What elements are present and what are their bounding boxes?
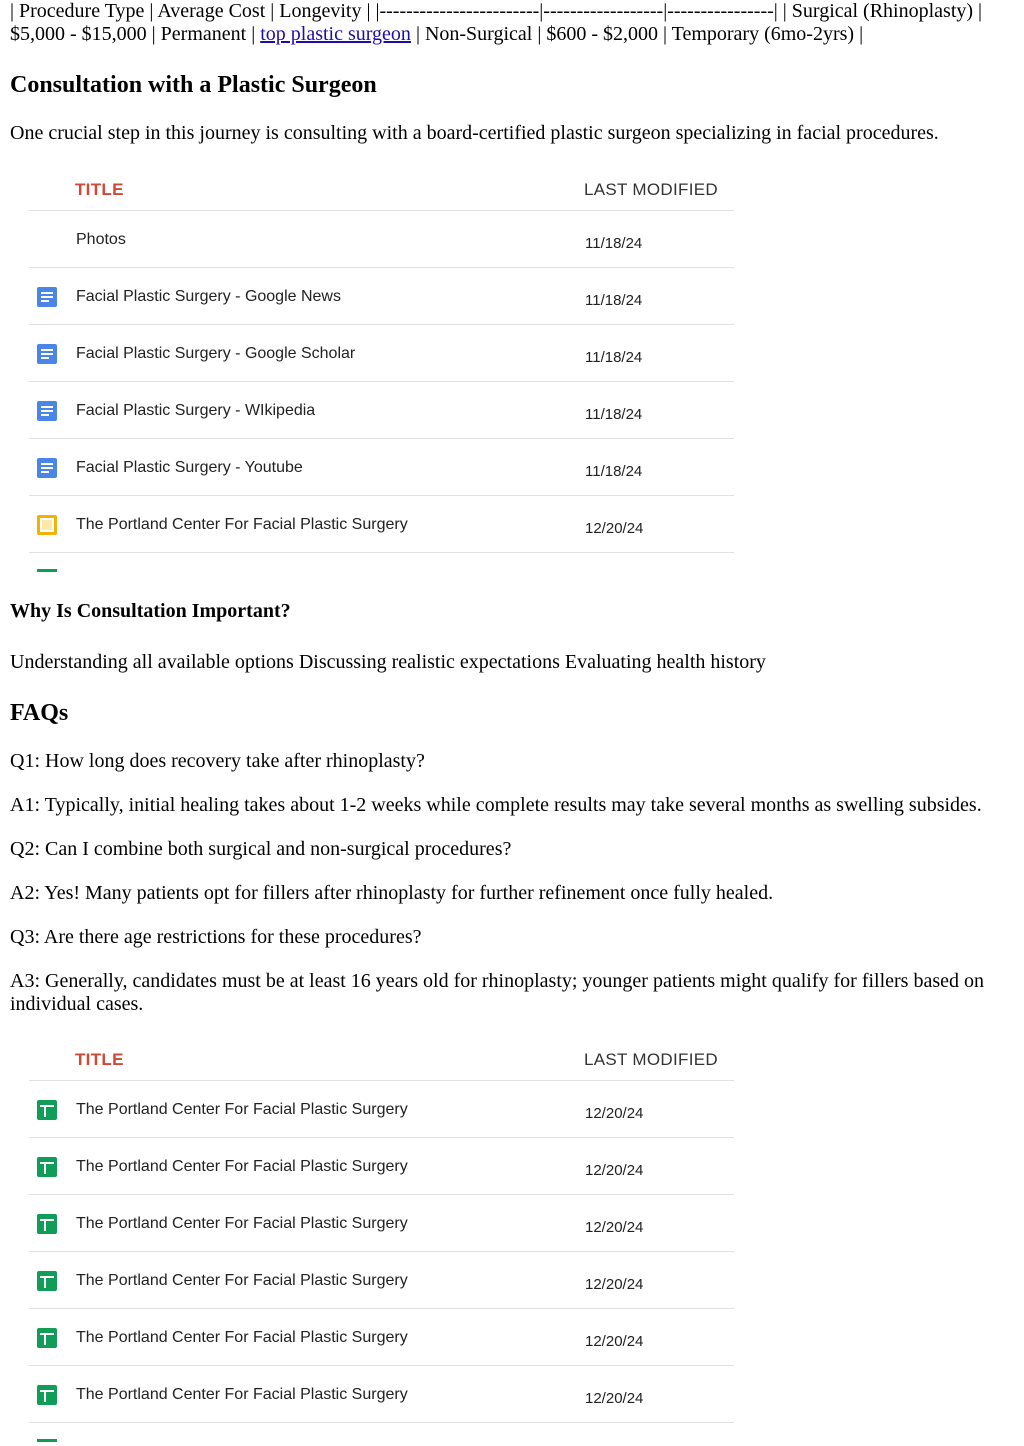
document-title[interactable]: Facial Plastic Surgery - Youtube [76,459,303,476]
google-sheets-icon [37,1439,57,1442]
document-row[interactable] [29,1309,734,1366]
document-row[interactable] [29,211,734,268]
google-sheets-icon [37,1157,57,1177]
document-row[interactable] [29,325,734,382]
why-consultation-text: Understanding all available options Discussing realistic expectations Evaluating health history [10,651,766,673]
consultation-heading: Consultation with a Plastic Surgeon [10,72,377,98]
document-row[interactable] [29,496,734,553]
document-date: 11/18/24 [585,235,643,252]
document-title[interactable]: Facial Plastic Surgery - Google Scholar [76,345,356,362]
document-title[interactable]: Facial Plastic Surgery - Google News [76,288,341,305]
document-row[interactable] [29,1195,734,1252]
google-docs-icon [37,401,57,421]
document-row[interactable] [29,382,734,439]
document-title[interactable]: The Portland Center For Facial Plastic Surgery [76,1158,408,1175]
google-sheets-icon [37,1100,57,1120]
faq-question-2: Q2: Can I combine both surgical and non-surgical procedures? [10,838,512,860]
document-list-header [29,170,734,211]
google-slides-icon [37,515,57,535]
document-title[interactable]: The Portland Center For Facial Plastic Surgery [76,1272,408,1289]
last-modified-column-header[interactable]: LAST MODIFIED [584,180,718,199]
document-date: 12/20/24 [585,520,644,537]
document-list-header [29,1040,734,1081]
document-date: 12/20/24 [585,1390,644,1407]
why-consultation-heading: Why Is Consultation Important? [10,600,291,622]
google-sheets-icon [37,569,57,572]
document-title[interactable]: The Portland Center For Facial Plastic Surgery [76,1329,408,1346]
faq-answer-3: A3: Generally, candidates must be at least 16 years old for rhinoplasty; younger patients might qualify for fillers based on individual cases. [10,970,985,1015]
faq-answer-1: A1: Typically, initial healing takes about 1-2 weeks while complete results may take several months as swelling subsides. [10,794,982,816]
document-row[interactable] [29,1138,734,1195]
document-title[interactable]: Facial Plastic Surgery - WIkipedia [76,402,316,419]
google-sheets-icon [37,1385,57,1405]
document-date: 11/18/24 [585,463,643,480]
faq-question-3: Q3: Are there age restrictions for these procedures? [10,926,422,948]
faq-question-1: Q1: How long does recovery take after rhinoplasty? [10,750,425,772]
google-docs-icon [37,458,57,478]
document-title[interactable]: The Portland Center For Facial Plastic Surgery [76,1101,408,1118]
google-docs-icon [37,287,57,307]
intro-text-before: | Procedure Type | Average Cost | Longevity | |------------------------|------------------|----------------| | Surgical (Rhinoplasty) | $5,000 - $15,000 | Permanent | [10,0,983,45]
document-date: 11/18/24 [585,349,643,366]
faq-answer-2: A2: Yes! Many patients opt for fillers after rhinoplasty for further refinement once fully healed. [10,882,774,904]
document-row[interactable] [29,1366,734,1423]
document-date: 12/20/24 [585,1162,644,1179]
top-plastic-surgeon-link[interactable]: top plastic surgeon [260,23,411,45]
document-row[interactable] [29,439,734,496]
last-modified-column-header[interactable]: LAST MODIFIED [584,1050,718,1069]
consultation-text: One crucial step in this journey is consulting with a board-certified plastic surgeon specializing in facial procedures. [10,122,939,144]
title-column-header[interactable]: TITLE [75,180,124,199]
intro-text-after: | Non-Surgical | $600 - $2,000 | Temporary (6mo-2yrs) | [410,23,864,45]
google-sheets-icon [37,1214,57,1234]
google-sheets-icon [37,1271,57,1291]
document-date: 12/20/24 [585,1219,644,1236]
document-date: 12/20/24 [585,1276,644,1293]
procedure-comparison-text [10,0,1018,46]
document-date: 12/20/24 [585,1105,644,1122]
document-row[interactable] [29,268,734,325]
google-docs-icon [37,344,57,364]
document-title[interactable]: The Portland Center For Facial Plastic Surgery [76,1386,408,1403]
document-list-2 [29,1040,734,1446]
title-column-header[interactable]: TITLE [75,1050,124,1069]
document-row[interactable] [29,1081,734,1138]
document-title[interactable]: The Portland Center For Facial Plastic Surgery [76,516,408,533]
document-date: 12/20/24 [585,1333,644,1350]
document-date: 11/18/24 [585,406,643,423]
document-date: 11/18/24 [585,292,643,309]
document-title[interactable]: The Portland Center For Facial Plastic Surgery [76,1215,408,1232]
faqs-heading: FAQs [10,700,69,726]
document-list-1 [29,170,734,574]
google-sheets-icon [37,1328,57,1348]
document-title[interactable]: Photos [76,231,126,248]
document-row[interactable] [29,1252,734,1309]
